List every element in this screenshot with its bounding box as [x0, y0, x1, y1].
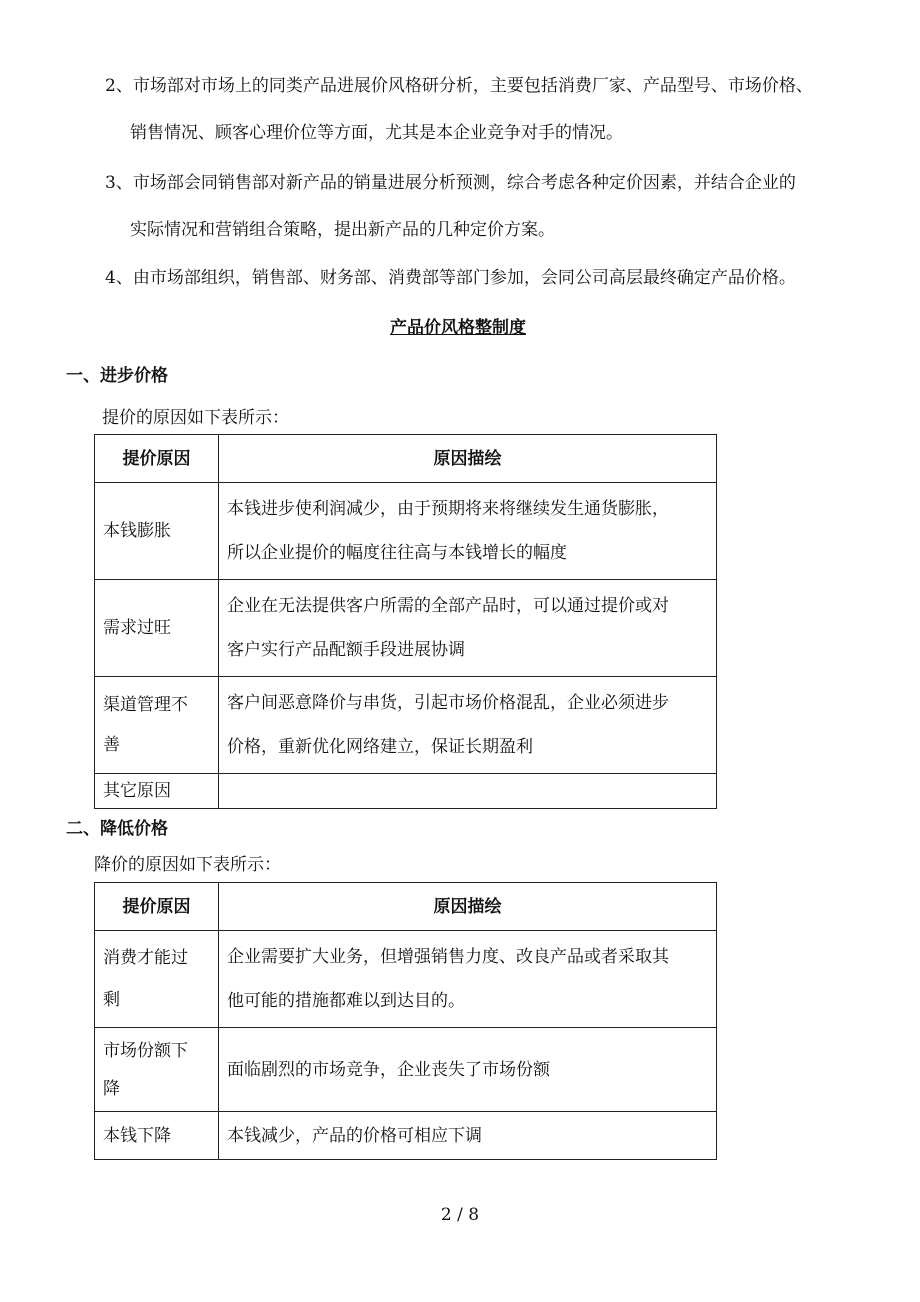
description-line: 他可能的措施都难以到达目的。 — [227, 991, 465, 1011]
table-row — [95, 1112, 717, 1160]
page-number: 2 / 8 — [440, 1205, 480, 1225]
description-line: 价格，重新优化网络建立，保证长期盈利 — [227, 737, 533, 757]
table-row — [95, 1028, 717, 1112]
row-description: 面临剧烈的市场竞争，企业丧失了市场份额 — [219, 1028, 717, 1112]
reason-line: 消费才能过 — [103, 948, 188, 968]
description-line: 企业需要扩大业务，但增强销售力度、改良产品或者采取其 — [227, 947, 669, 967]
description-line: 企业在无法提供客户所需的全部产品时，可以通过提价或对 — [227, 596, 669, 616]
section-1-heading: 一、进步价格 — [66, 366, 168, 386]
price-decrease-table — [94, 882, 717, 1160]
row-reason: 需求过旺 — [95, 580, 219, 677]
reason-line: 剩 — [103, 990, 120, 1010]
paragraph-3-line-2: 实际情况和营销组合策略，提出新产品的几种定价方案。 — [130, 220, 555, 240]
document-title: 产品价风格整制度 — [390, 318, 526, 338]
table-row — [95, 774, 717, 809]
row-reason: 本钱下降 — [95, 1112, 219, 1160]
header-reason: 提价原因 — [95, 435, 219, 483]
row-reason — [95, 1028, 219, 1112]
row-reason: 其它原因 — [95, 774, 219, 809]
header-reason: 提价原因 — [95, 883, 219, 931]
reason-line: 善 — [103, 735, 120, 755]
table-row — [95, 483, 717, 580]
table-row — [95, 677, 717, 774]
row-description — [219, 677, 717, 774]
row-description — [219, 580, 717, 677]
row-reason — [95, 677, 219, 774]
table-row — [95, 580, 717, 677]
paragraph-2-line-1: 2、市场部对市场上的同类产品进展价风格研分析，主要包括消费厂家、产品型号、市场价格、 — [105, 76, 813, 96]
section-2-intro: 降价的原因如下表所示： — [94, 855, 281, 875]
row-description — [219, 931, 717, 1028]
description-line: 本钱进步使利润减少，由于预期将来将继续发生通货膨胀， — [227, 499, 669, 519]
description-line: 客户间恶意降价与串货，引起市场价格混乱，企业必须进步 — [227, 693, 669, 713]
row-description: 本钱减少，产品的价格可相应下调 — [219, 1112, 717, 1160]
header-description: 原因描绘 — [219, 883, 717, 931]
price-increase-table — [94, 434, 717, 809]
paragraph-3-line-1: 3、市场部会同销售部对新产品的销量进展分析预测，综合考虑各种定价因素，并结合企业的 — [105, 173, 796, 193]
description-line: 客户实行产品配额手段进展协调 — [227, 640, 465, 660]
row-description — [219, 483, 717, 580]
section-1-intro: 提价的原因如下表所示： — [102, 408, 289, 428]
section-2-heading: 二、降低价格 — [66, 819, 168, 839]
reason-line: 市场份额下 — [103, 1040, 188, 1061]
header-description: 原因描绘 — [219, 435, 717, 483]
paragraph-2-line-2: 销售情况、顾客心理价位等方面，尤其是本企业竞争对手的情况。 — [130, 123, 623, 143]
row-description — [219, 774, 717, 809]
reason-line: 降 — [103, 1078, 120, 1099]
row-reason — [95, 931, 219, 1028]
paragraph-4-line-1: 4、由市场部组织，销售部、财务部、消费部等部门参加，会同公司高层最终确定产品价格。 — [105, 268, 796, 288]
row-reason: 本钱膨胀 — [95, 483, 219, 580]
table-header-row — [95, 883, 717, 931]
table-header-row — [95, 435, 717, 483]
table-row — [95, 931, 717, 1028]
reason-line: 渠道管理不 — [103, 695, 188, 715]
description-line: 所以企业提价的幅度往往高与本钱增长的幅度 — [227, 543, 567, 563]
